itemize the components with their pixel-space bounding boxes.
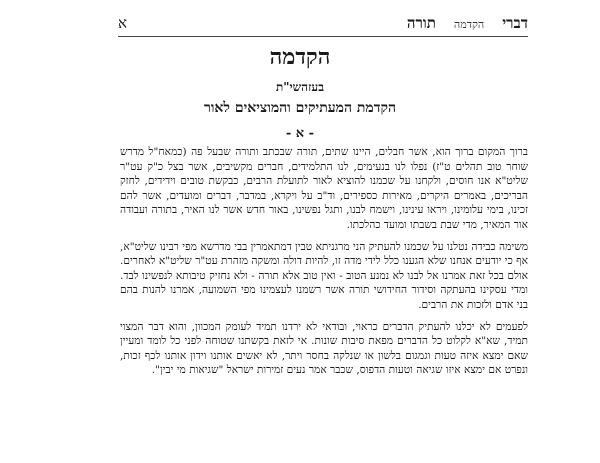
paragraph-2: משימה כבידה נטלנו על שכמנו להעתיק הני מרגניתא טבין דמתאמרין בבי מדרשא מפי רבינו שליט"א, אף כי יודעים אנחנו שלא הגענו כלל לידי מדה זו, להיות דולה ומשקה מזהרת עט"ר שליט"א לאחרים. אולם בכל זאת אמרנו אל לבנו לא נמנע הטוב - ואין טוב אלא תורה - ולא נחזיק טיבותא לנפשינו לבד. ומדי עסקינו בהעתקה וסידור החידושי תורה אשר רשמנו לעצמינו מפי השמועה, אמרנו להנות בהם בני אדם ולזכות את הרבים. xyxy=(120,240,528,311)
paragraph-3: לפעמים לא יכלנו להעתיק הדברים כראוי, ובודאי לא ירדנו תמיד לעומק המכוון, והוא דבר המצוי תמיד, שא"א לקלוט כל הדברים מפאת סיבות שונות. אי לזאת בקשתנו שטוחה לפני כל לומד ומעיין שאם ימצא איזה טעות וגמגום בלשון או שנלקה בחסר ויתר, לא יאשים אותנו וידון אותנו לכף זכות, ונפרט אם ימצא איזו שגיאה וטעות הדפוס, שכבר אמר נעים זמירות ישראל "שגיאות מי יבין". xyxy=(120,320,528,377)
running-head-left-word: דברי xyxy=(502,13,528,32)
blessing-line: בעזהשי"ת xyxy=(275,80,325,94)
section-title: הקדמת המעתיקים והמוציאים לאור xyxy=(203,100,397,116)
section-marker: - א - xyxy=(285,126,315,141)
running-head xyxy=(118,10,528,36)
running-head-title xyxy=(407,14,528,33)
running-head-right-word: תורה xyxy=(406,13,436,32)
page-letter: א xyxy=(118,13,128,32)
running-head-center-word: הקדמה xyxy=(453,17,485,31)
body-text xyxy=(120,145,528,385)
chapter-title: הקדמה xyxy=(269,44,331,70)
paragraph-1: ברוך המקום ברוך הוא, אשר חבלים, היינו שתים, תורה שבכתב ותורה שבעל פה (כמאח"ל מדרש שוחר טוב תהלים ט"ז) נפלו לנו בנעימים, לנו התלמידים, חברים מקשיבים, אשר בצל כ"ק עט"ר שליט"א אנו חוסים, ולקחנו על שכמנו להוציא לאור לתועלת הרבים, כבקשת טובים וידידים, לחזק הבריכים, באמרים היקרים, מאירות כספירים, וד"ב על ויקרא, במדבר, דברים ומועדים, אשר להם זכינו, בימי עלומינו, ויראו עינינו, וישמח לבנו, ותגל נפשינו, באור חדש אשר לנו האיר, בתורה ועבודה אור המאיר, מדי שבת בשבתו ומועד כהלכתו. xyxy=(120,146,528,231)
header-rule xyxy=(118,36,528,37)
